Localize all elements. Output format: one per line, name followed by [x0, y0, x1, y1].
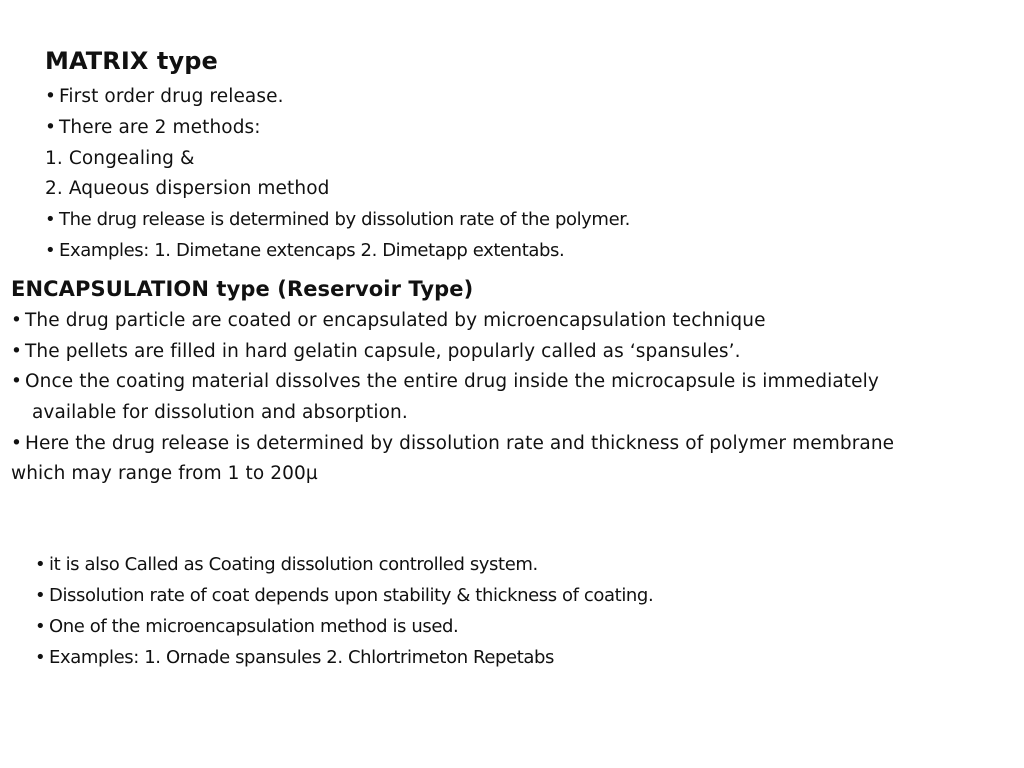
bullet-icon: •: [35, 616, 46, 637]
bullet-icon: •: [35, 647, 46, 668]
bullet-icon: •: [11, 433, 23, 454]
encapsulation-item-text: Here the drug release is determined by dissolution rate and thickness of polymer membrane: [25, 433, 895, 454]
matrix-item-text: Examples: 1. Dimetane extencaps 2. Dimetapp extentabs.: [59, 240, 565, 261]
coating-item-text: One of the microencapsulation method is used.: [49, 616, 459, 637]
encapsulation-item-text: Once the coating material dissolves the entire drug inside the microcapsule is immediately: [25, 371, 879, 392]
coating-item-3: [35, 615, 458, 639]
coating-item-text: Examples: 1. Ornade spansules 2. Chlortrimeton Repetabs: [49, 647, 554, 668]
bullet-icon: •: [45, 86, 57, 107]
bullet-icon: •: [35, 585, 46, 606]
matrix-method-2: 2. Aqueous dispersion method: [45, 178, 330, 199]
encapsulation-item-3: [11, 370, 879, 394]
encapsulation-item-4: [11, 432, 894, 456]
matrix-item-4: [45, 239, 564, 263]
encapsulation-item-4-continuation: which may range from 1 to 200µ: [11, 463, 318, 484]
coating-item-text: Dissolution rate of coat depends upon stability & thickness of coating.: [49, 585, 654, 606]
coating-item-text: it is also Called as Coating dissolution controlled system.: [49, 554, 538, 575]
matrix-heading: MATRIX type: [45, 47, 218, 75]
bullet-icon: •: [11, 341, 23, 362]
coating-item-4: [35, 646, 554, 670]
matrix-item-text: The drug release is determined by dissolution rate of the polymer.: [59, 209, 630, 230]
coating-item-1: [35, 553, 538, 577]
bullet-icon: •: [11, 310, 23, 331]
matrix-item-3: [45, 208, 630, 232]
bullet-icon: •: [45, 240, 56, 261]
encapsulation-item-text: The pellets are filled in hard gelatin capsule, popularly called as ‘spansules’.: [25, 341, 741, 362]
encapsulation-item-text: The drug particle are coated or encapsulated by microencapsulation technique: [25, 310, 766, 331]
matrix-item-2: [45, 116, 261, 140]
bullet-icon: •: [45, 117, 57, 138]
matrix-method-1: 1. Congealing &: [45, 148, 195, 169]
bullet-icon: •: [45, 209, 56, 230]
encapsulation-heading: ENCAPSULATION type (Reservoir Type): [11, 277, 474, 301]
encapsulation-item-1: [11, 309, 766, 333]
matrix-item-text: First order drug release.: [59, 86, 284, 107]
matrix-item-text: There are 2 methods:: [59, 117, 261, 138]
matrix-item-1: [45, 85, 284, 109]
bullet-icon: •: [11, 371, 23, 392]
encapsulation-item-2: [11, 340, 741, 364]
encapsulation-item-3-continuation: available for dissolution and absorption.: [32, 402, 408, 423]
coating-item-2: [35, 584, 653, 608]
bullet-icon: •: [35, 554, 46, 575]
